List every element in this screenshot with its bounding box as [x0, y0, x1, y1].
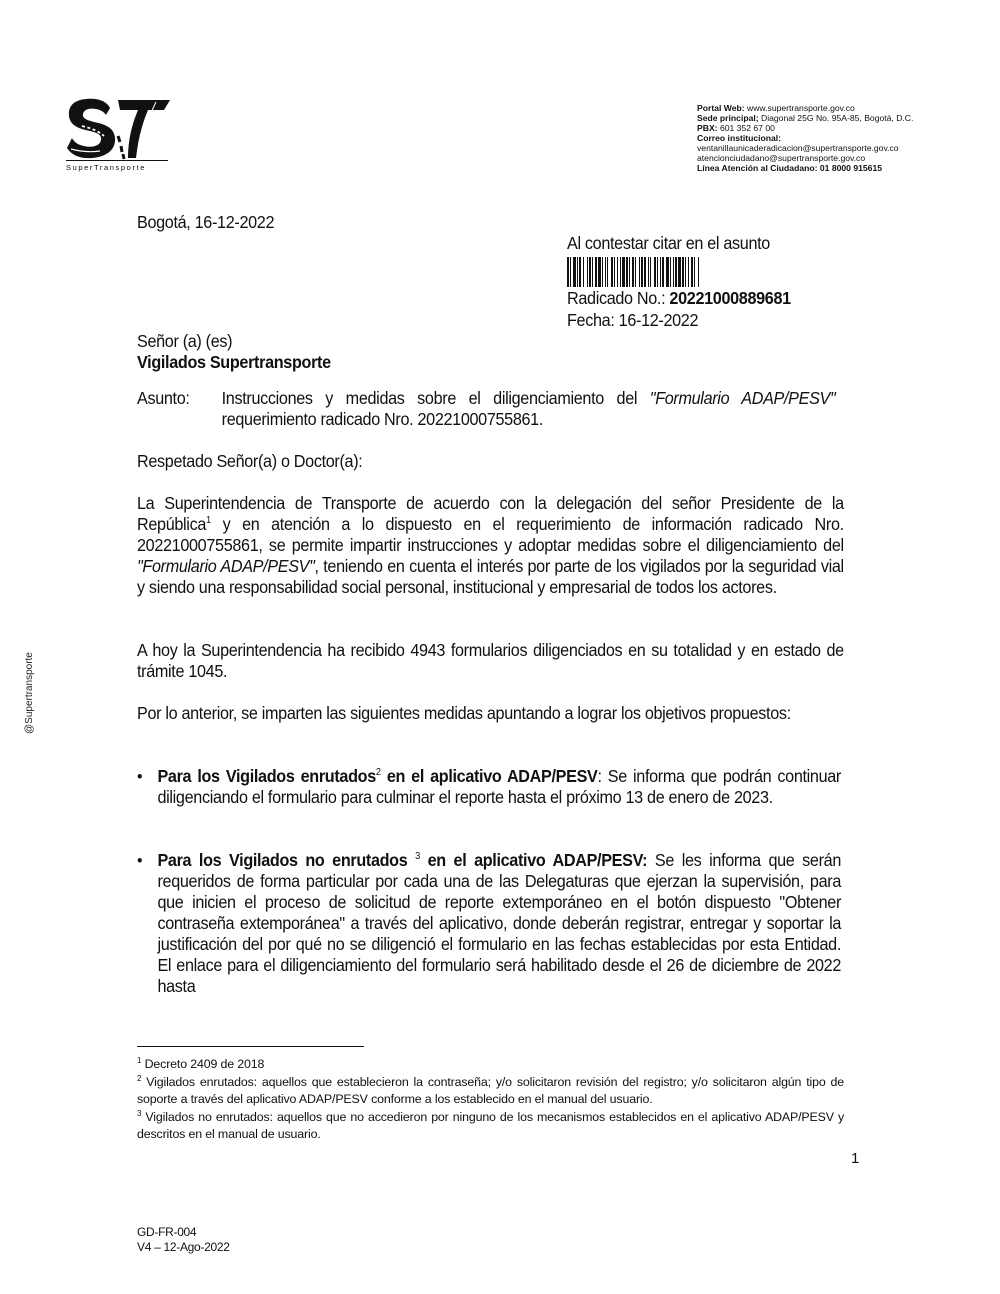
radicado-number-line	[567, 288, 791, 309]
linea-line	[697, 163, 913, 173]
fecha-label: Fecha:	[567, 310, 615, 330]
greeting: Respetado Señor(a) o Doctor(a):	[137, 451, 363, 471]
logo-caption: SuperTransporte	[66, 160, 168, 172]
bullet-text	[157, 850, 841, 997]
correo-email-2[interactable]: atencionciudadano@supertransporte.gov.co	[697, 153, 866, 163]
paragraph-2: A hoy la Superintendencia ha recibido 4943 formularios diligenciados en su totalidad y en estado de trámite 1045.	[137, 640, 844, 681]
bullet-icon: •	[137, 851, 143, 870]
radicado-number: 20221000889681	[669, 288, 791, 308]
sede-address: Diagonal 25G No. 95A-85, Bogotá, D.C.	[761, 113, 914, 123]
asunto-block	[137, 388, 844, 430]
bullet-text	[157, 766, 841, 808]
paragraph-1	[137, 493, 844, 598]
bullet-body: : Se informa que podrán continuar diligenciando el formulario para culminar el reporte hasta el próximo 13 de enero de 2023.	[157, 766, 841, 807]
paragraph-text: La Superintendencia de Transporte de acuerdo con la delegación del señor Presidente de la República	[137, 493, 844, 534]
correo-label: Correo institucional:	[697, 133, 782, 143]
barcode-bar	[699, 257, 701, 287]
footnotes	[137, 1056, 844, 1144]
paragraph-text: y en atención a lo dispuesto en el requerimiento de información radicado Nro. 20221000755861, se permite impartir instrucciones y adoptar medidas sobre el diligenciamiento del	[137, 514, 844, 555]
footnote-ref-1[interactable]: 1	[206, 515, 211, 527]
asunto-text-part: Instrucciones y medidas sobre el diligenciamiento del	[221, 388, 650, 408]
barcode	[567, 257, 821, 287]
footnote-ref-3[interactable]: 3	[415, 851, 420, 863]
footnote-1	[137, 1056, 844, 1074]
fecha-value: 16-12-2022	[618, 310, 699, 330]
form-name-italic: "Formulario ADAP/PESV"	[137, 556, 315, 576]
radicado-label: Radicado No.:	[567, 288, 666, 308]
recipient-block	[137, 331, 331, 373]
correo-label-line	[697, 133, 913, 143]
portal-url[interactable]: www.supertransporte.gov.co	[746, 103, 855, 113]
footnote-text: Vigilados enrutados: aquellos que establecieron la contraseña; y/o solicitaron revisión del registro; y/o solicitaron algún tipo de soporte a través del aplicativo ADAP/PESV conforme a los establecido en el manual del usuario.	[137, 1074, 844, 1106]
contact-block	[697, 103, 913, 173]
bullet-heading: en el aplicativo ADAP/PESV:	[419, 850, 648, 870]
footnote-3	[137, 1109, 844, 1144]
social-handle: @Supertransporte	[24, 652, 35, 734]
bullet-body: Se les informa que serán requeridos de forma particular por cada una de las Delegaturas que ejerzan la supervisión, para que inicien el proceso de solicitud de reporte extemporáneo en el botón dispuesto "Obtener contraseña extemporánea" a través del aplicativo, donde deberán registrar, entregar y soportar la justificación del por qué no se diligenció el formulario en las fechas establecidas por esta Entidad. El enlace para el diligenciamiento del formulario será habilitado desde el 26 de diciembre de 2022 hasta	[157, 850, 842, 996]
page-number: 1	[851, 1150, 860, 1167]
footnote-number: 1	[137, 1055, 142, 1065]
st-logo-icon	[66, 96, 170, 162]
sede-label: Sede principal;	[697, 113, 759, 123]
form-code-block	[137, 1225, 230, 1255]
form-version: V4 – 12-Ago-2022	[137, 1240, 230, 1254]
pbx-number: 601 352 67 00	[719, 123, 775, 133]
correo-email-1[interactable]: ventanillaunicaderadicacion@supertransporte.gov.co	[697, 143, 899, 153]
footnote-2	[137, 1074, 844, 1109]
asunto-text	[222, 388, 836, 430]
paragraph-text: , teniendo en cuenta el interés por parte de los vigilados por la seguridad vial y siendo una responsabilidad social personal, institucional y empresarial de todos los actores.	[137, 556, 844, 597]
paragraph-3: Por lo anterior, se imparten las siguientes medidas apuntando a lograr los objetivos propuestos:	[137, 703, 791, 723]
radicado-instruction: Al contestar citar en el asunto	[567, 233, 770, 253]
portal-label: Portal Web:	[697, 103, 745, 113]
form-code: GD-FR-004	[137, 1225, 197, 1239]
pbx-label: PBX:	[697, 123, 718, 133]
place-date: Bogotá, 16-12-2022	[137, 212, 275, 232]
recipient-salutation: Señor (a) (es)	[137, 331, 233, 351]
portal-web-line	[697, 103, 913, 113]
footnote-text: Vigilados no enrutados: aquellos que no accedieron por ninguno de los mecanismos establecidos en el aplicativo ADAP/PESV y descritos en el manual de usuario.	[137, 1109, 844, 1141]
bullet-item-enrutados	[137, 766, 844, 808]
radicado-date-line	[567, 310, 698, 331]
asunto-label: Asunto:	[137, 388, 190, 408]
sede-line	[697, 113, 913, 123]
bullet-heading: en el aplicativo ADAP/PESV	[380, 766, 598, 786]
footnote-number: 2	[137, 1073, 142, 1083]
bullet-item-no-enrutados	[137, 850, 844, 997]
footnote-ref-2[interactable]: 2	[375, 767, 381, 779]
asunto-form-name: "Formulario ADAP/PESV"	[649, 388, 836, 408]
bullet-icon: •	[137, 767, 143, 786]
asunto-text-part: requerimiento radicado Nro. 20221000755861.	[221, 409, 544, 429]
pbx-line	[697, 123, 913, 133]
bullet-heading: Para los Vigilados enrutados	[157, 766, 376, 786]
linea-label: Línea Atención al Ciudadano:	[697, 163, 818, 173]
footnote-divider	[137, 1046, 364, 1047]
linea-number: 01 8000 915615	[819, 163, 883, 173]
footnote-text: Decreto 2409 de 2018	[141, 1057, 265, 1071]
bullet-heading: Para los Vigilados no enrutados	[157, 850, 416, 870]
footnote-number: 3	[137, 1108, 142, 1118]
recipient-name: Vigilados Supertransporte	[137, 352, 331, 372]
